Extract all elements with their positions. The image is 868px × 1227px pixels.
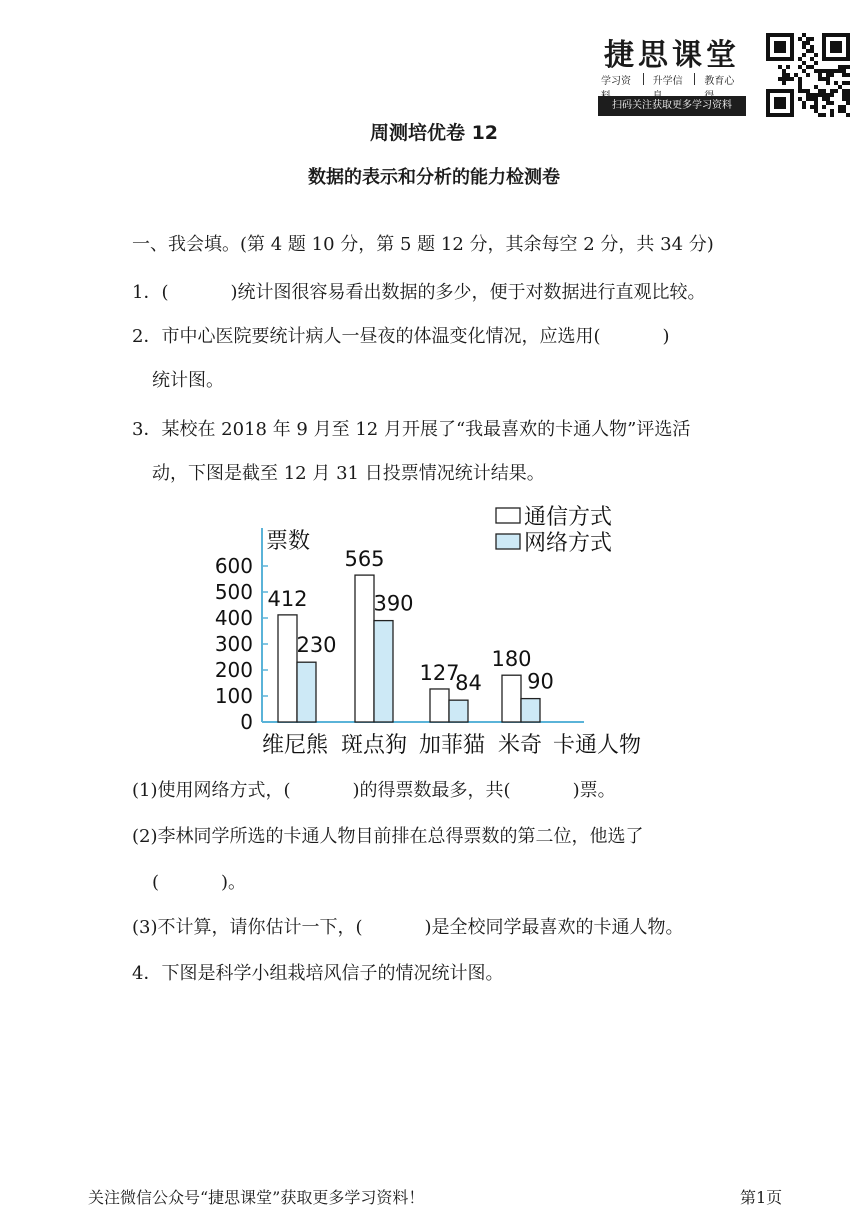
legend-label: 通信方式 — [524, 505, 613, 530]
footer-note: 关注微信公众号“捷思课堂”获取更多学习资料！ — [88, 1188, 425, 1207]
legend-swatch — [496, 534, 520, 549]
bar-mail — [355, 575, 374, 722]
data-label: 84 — [455, 671, 482, 696]
brand-tag: 学习资 — [601, 76, 631, 87]
question-2: 2．市中心医院要统计病人一昼夜的体温变化情况，应选用( ) — [132, 326, 670, 347]
y-tick-label: 600 — [214, 554, 253, 578]
legend-label: 网络方式 — [524, 531, 613, 556]
brand-header — [598, 30, 746, 118]
qr-code-icon — [766, 33, 850, 117]
x-axis-label: 卡通人物 — [553, 733, 642, 758]
brand-tag: 教育心 — [704, 76, 735, 87]
question-3-2-cont: ( )。 — [152, 872, 247, 893]
question-3-1: (1)使用网络方式，( )的得票数最多，共( )票。 — [132, 780, 616, 801]
brand-tag: 升学信 — [652, 76, 683, 87]
data-label: 412 — [267, 586, 308, 611]
page-subtitle: 数据的表示和分析的能力检测卷 — [308, 167, 560, 188]
question-1: 1．( )统计图很容易看出数据的多少，便于对数据进行直观比较。 — [132, 282, 706, 303]
bar-online — [521, 699, 540, 722]
question-3-cont: 动，下图是截至 12 月 31 日投票情况统计结果。 — [152, 463, 545, 484]
x-tick-label: 斑点狗 — [340, 733, 408, 758]
y-tick-label: 400 — [214, 606, 253, 630]
data-label: 390 — [373, 591, 414, 616]
bar-online — [449, 700, 468, 722]
data-label: 127 — [419, 660, 460, 685]
bar-mail — [502, 675, 521, 722]
data-label: 180 — [491, 647, 532, 672]
bar-mail — [278, 615, 297, 722]
page-title: 周测培优卷 12 — [369, 122, 499, 144]
data-label: 230 — [296, 633, 337, 658]
y-tick-label: 0 — [240, 710, 253, 734]
section-heading: 一、我会填。(第 4 题 10 分，第 5 题 12 分，其余每空 2 分，共 34 分) — [132, 234, 714, 255]
bar-mail — [430, 689, 449, 722]
brand-name: 捷思课堂 — [604, 38, 740, 73]
y-axis-label: 票数 — [266, 529, 311, 554]
question-3-2: (2)李林同学所选的卡通人物目前排在总得票数的第二位，他选了 — [132, 826, 644, 847]
bar-online — [374, 621, 393, 722]
question-2-cont: 统计图。 — [152, 370, 224, 391]
bar-chart — [200, 498, 660, 768]
question-4: 4．下图是科学小组栽培风信子的情况统计图。 — [132, 963, 504, 984]
brand-banner: 扫码关注获取更多学习资料 — [598, 96, 746, 116]
y-tick-label: 100 — [214, 684, 253, 708]
x-tick-label: 加菲猫 — [418, 733, 486, 758]
y-tick-label: 200 — [214, 658, 253, 682]
question-3: 3．某校在 2018 年 9 月至 12 月开展了“我最喜欢的卡通人物”评选活 — [132, 419, 691, 440]
y-tick-label: 500 — [214, 580, 253, 604]
bar-online — [297, 662, 316, 722]
x-tick-label: 维尼熊 — [261, 733, 329, 758]
data-label: 565 — [344, 547, 385, 572]
y-tick-label: 300 — [214, 632, 253, 656]
data-label: 90 — [527, 669, 554, 694]
page-number: 第1页 — [740, 1188, 783, 1207]
x-tick-label: 米奇 — [497, 733, 543, 758]
legend-swatch — [496, 508, 520, 523]
question-3-3: (3)不计算，请你估计一下，( )是全校同学最喜欢的卡通人物。 — [132, 917, 684, 938]
